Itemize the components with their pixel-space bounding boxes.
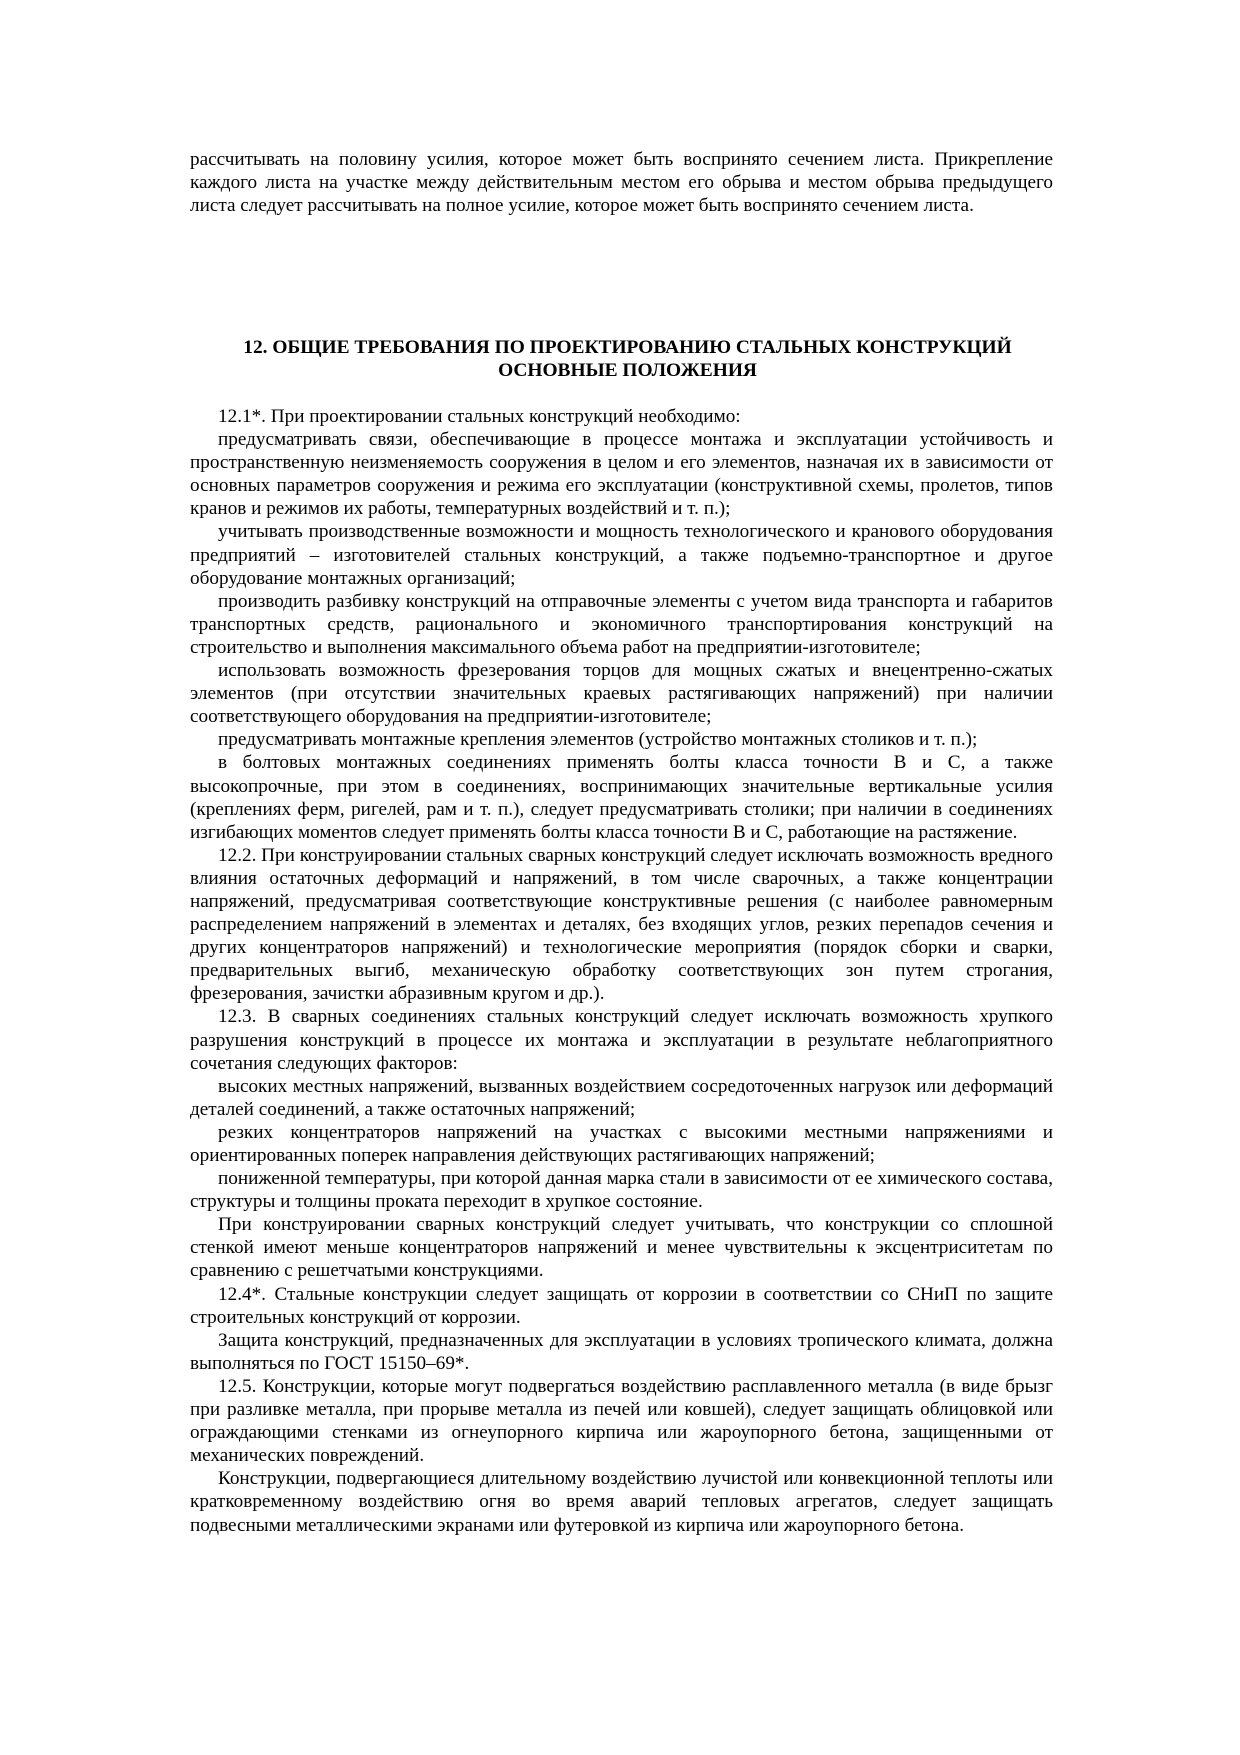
paragraph-stress-concentrators: резких концентраторов напряжений на участках с высокими местными напряжениями и ориентированных поперек направления действующих растягивающих напряжений; [190, 1121, 1053, 1166]
paragraph-milling: использовать возможность фрезерования торцов для мощных сжатых и внецентренно-сжатых элементов (при отсутствии значительных краевых растягивающих напряжений) при наличии соответствующего оборудования на предприятии-изготовителе; [190, 660, 1053, 728]
paragraph-local-stresses: высоких местных напряжений, вызванных воздействием сосредоточенных нагрузок или деформаций деталей соединений, а также остаточных напряжений; [190, 1075, 1053, 1120]
paragraph-mounting-fixtures: предусматривать монтажные крепления элементов (устройство монтажных столиков и т. п.); [218, 729, 978, 751]
paragraph-12-2: 12.2. При конструировании стальных сварных конструкций следует исключать возможность вредного влияния остаточных деформаций и напряжений, в том числе сварочных, а также концентрации напряжений, предусматривая соответствующие конструктивные решения (с наиболее равномерным распределением напряжений в элементах и деталях, без входящих углов, резких перепадов сечения и других концентраторов напряжений) и технологические мероприятия (порядок сборки и сварки, предварительных выгиб, механическую обработку соответствующих зон путем строгания, фрезерования, зачистки абразивным кругом и др.). [190, 844, 1053, 1005]
paragraph-12-5: 12.5. Конструкции, которые могут подвергаться воздействию расплавленного металла (в виде брызг при разливке металла, при прорыве металла из печей или ковшей), следует защищать облицовкой или ограждающими стенками из огнеупорного кирпича или жароупорного бетона, защищенными от механических повреждений. [190, 1375, 1053, 1467]
paragraph-12-1: 12.1*. При проектировании стальных конструкций необходимо: [218, 406, 741, 427]
paragraph-bracing: предусматривать связи, обеспечивающие в процессе монтажа и эксплуатации устойчивость и пространственную неизменяемость сооружения в целом и его элементов, назначая их в зависимости от основных параметров сооружения и режима его эксплуатации (конструктивной схемы, пролетов, типов кранов и режимов их работы, температурных воздействий и т. п.); [190, 429, 1053, 520]
paragraph-12-4: 12.4*. Стальные конструкции следует защищать от коррозии в соответствии со СНиП по защите строительных конструкций от коррозии. [190, 1283, 1053, 1328]
paragraph-low-temperature: пониженной температуры, при которой данная марка стали в зависимости от ее химического состава, структуры и толщины проката переходит в хрупкое состояние. [190, 1168, 1053, 1213]
paragraph-production-capabilities: учитывать производственные возможности и мощность технологического и кранового оборудования предприятий – изготовителей стальных конструкций, а также подъемно-транспортное и другое оборудование монтажных организаций; [190, 521, 1053, 589]
paragraph-solid-web: При конструировании сварных конструкций следует учитывать, что конструкции со сплошной стенкой имеют меньше концентраторов напряжений и менее чувствительны к эксцентриситетам по сравнению с решетчатыми конструкциями. [190, 1214, 1053, 1282]
paragraph-shipping-elements: производить разбивку конструкций на отправочные элементы с учетом вида транспорта и габаритов транспортных средств, рационального и экономичного транспортирования конструкций на строительство и выполнения максимального объема работ на предприятии-изготовителе; [190, 590, 1053, 658]
section-heading [190, 336, 1053, 382]
section-heading-line-1: 12. ОБЩИЕ ТРЕБОВАНИЯ ПО ПРОЕКТИРОВАНИЮ СТАЛЬНЫХ КОНСТРУКЦИЙ [243, 337, 1012, 358]
section-body [190, 405, 1053, 1537]
intro-paragraph: рассчитывать на половину усилия, которое может быть воспринято сечением листа. Прикрепление каждого листа на участке между действительным местом его обрыва и местом обрыва предыдущего листа следует рассчитывать на полное усилие, которое может быть воспринято сечением листа. [190, 149, 1053, 217]
paragraph-bolted-joints: в болтовых монтажных соединениях применять болты класса точности В и С, а также высокопрочные, при этом в соединениях, воспринимающих значительные вертикальные усилия (креплениях ферм, ригелей, рам и т. п.), следует предусматривать столики; при наличии в соединениях изгибающих моментов следует применять болты класса точности В и С, работающие на растяжение. [190, 752, 1053, 843]
paragraph-tropical-climate: Защита конструкций, предназначенных для эксплуатации в условиях тропического климата, должна выполняться по ГОСТ 15150–69*. [190, 1329, 1053, 1374]
paragraph-12-3: 12.3. В сварных соединениях стальных конструкций следует исключать возможность хрупкого разрушения конструкций в процессе их монтажа и эксплуатации в результате неблагоприятного сочетания следующих факторов: [190, 1006, 1053, 1074]
section-heading-line-2: ОСНОВНЫЕ ПОЛОЖЕНИЯ [498, 360, 757, 381]
paragraph-radiant-heat: Конструкции, подвергающиеся длительному воздействию лучистой или конвекционной теплоты или кратковременному воздействию огня во время аварий тепловых агрегатов, следует защищать подвесными металлическими экранами или футеровкой из кирпича или жароупорного бетона. [190, 1468, 1053, 1536]
